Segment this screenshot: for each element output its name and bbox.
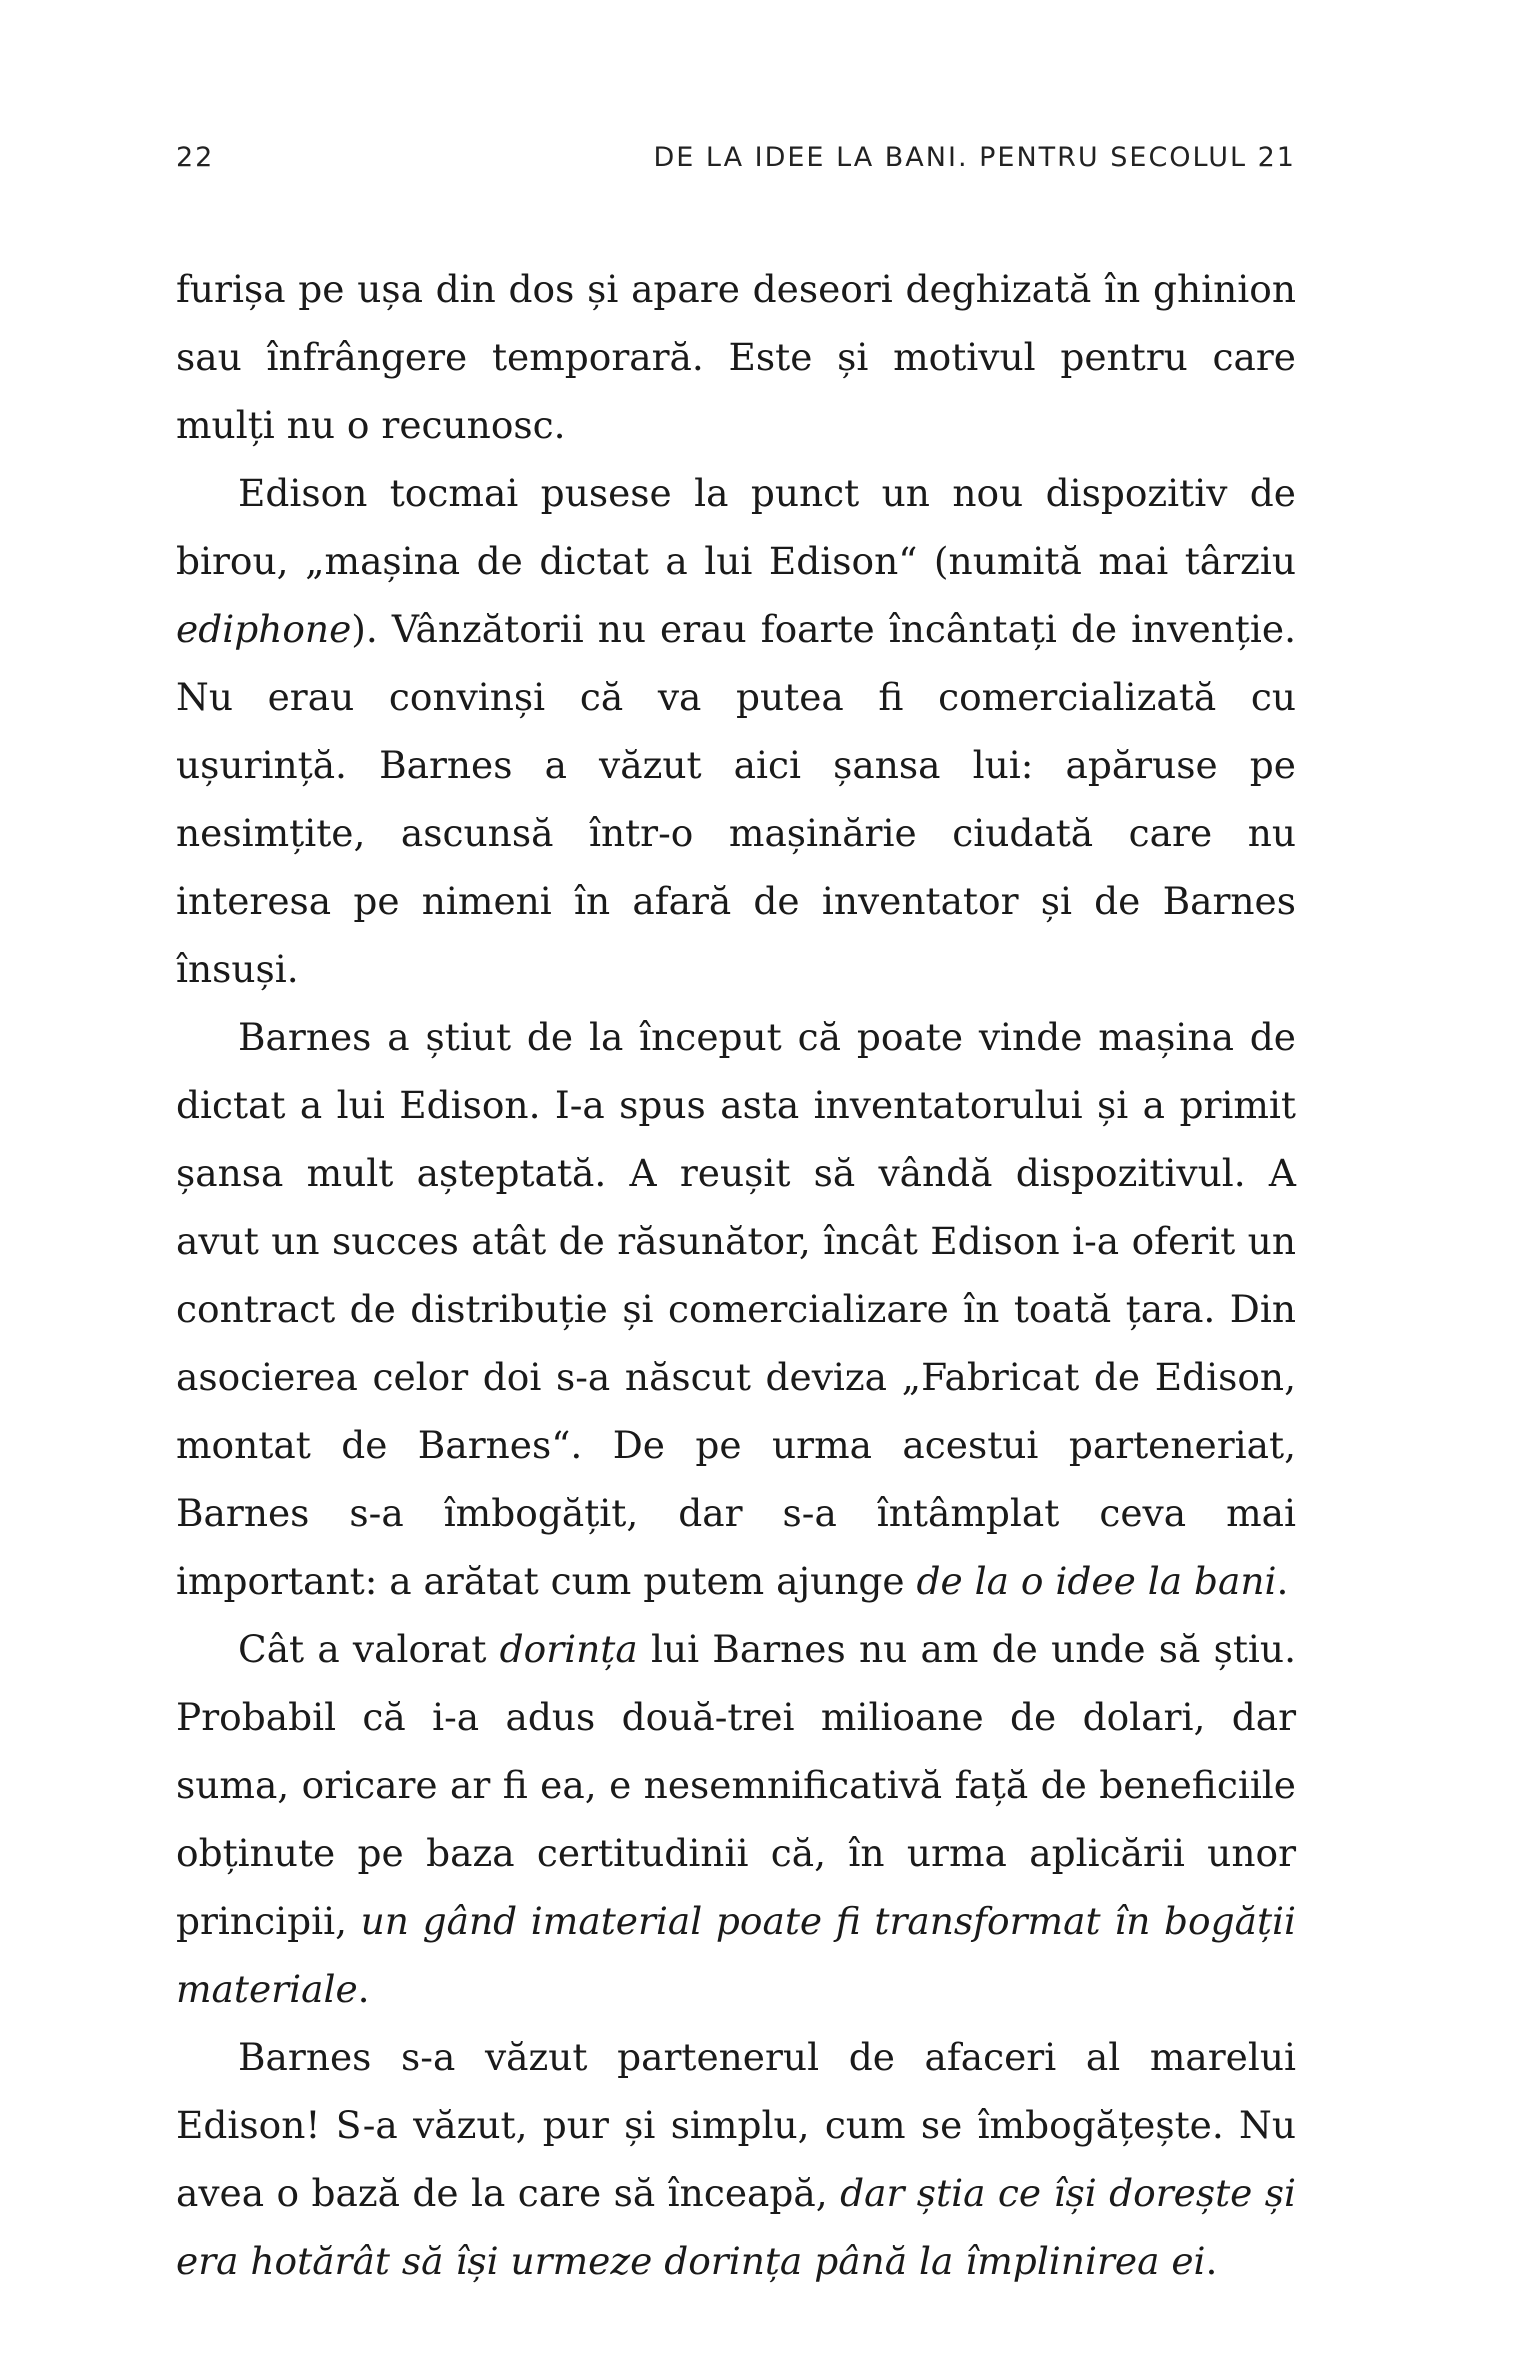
text-run: Edison tocmai pusese la punct un nou dispozitiv de birou, „mașina de dictat a lui Edison“ (numită mai târziu bbox=[176, 471, 1296, 583]
text-run: . bbox=[1276, 1559, 1289, 1603]
emphasis-text: dar știa ce își dorește și era hotărât să își urmeze dorința până la împlinirea ei bbox=[176, 2171, 1296, 2283]
text-run: Barnes s-a văzut partenerul de afaceri al marelui Edison! S-a văzut, pur și simplu, cum se îmbogățește. Nu avea o bază de la care să înceapă, bbox=[176, 2035, 1296, 2215]
text-run: . bbox=[1205, 2239, 1218, 2283]
running-head bbox=[176, 142, 1296, 182]
text-run: furișa pe ușa din dos și apare deseori deghizată în ghinion sau înfrângere temporară. Este și motivul pentru care mulți nu o recunosc. bbox=[176, 267, 1296, 447]
paragraph-5 bbox=[176, 2023, 1296, 2295]
text-run: Cât a valorat bbox=[238, 1627, 500, 1671]
paragraph-1 bbox=[176, 255, 1296, 459]
text-run: Barnes a știut de la început că poate vinde mașina de dictat a lui Edison. I-a spus asta inventatorului și a primit șansa mult așteptată. A reușit să vândă dispozitivul. A avut un succes atât de răsunător, încât Edison i-a oferit un contract de distribuție și comercializare în toată țara. Din asocierea celor doi s-a născut deviza „Fabricat de Edison, montat de Barnes“. De pe urma acestui parteneriat, Barnes s-a îmbogățit, dar s-a întâmplat ceva mai important: a arătat cum putem ajunge bbox=[176, 1015, 1296, 1603]
emphasis-text: de la o idee la bani bbox=[916, 1559, 1277, 1603]
emphasis-text: ediphone bbox=[176, 607, 352, 651]
page-number: 22 bbox=[176, 142, 215, 173]
text-run: lui Barnes nu am de unde să știu. Probabil că i-a adus două-trei milioane de dolari, dar suma, oricare ar fi ea, e nesemnificativă față de beneficiile obținute pe baza certitudinii că, în urma aplicării unor principii, bbox=[176, 1627, 1297, 1943]
emphasis-text: un gând imaterial poate fi transformat în bogății materiale bbox=[176, 1899, 1297, 2011]
book-title: DE LA IDEE LA BANI. PENTRU SECOLUL 21 bbox=[653, 142, 1296, 173]
text-run: . bbox=[357, 1967, 370, 2011]
emphasis-text: dorința bbox=[499, 1627, 638, 1671]
body-text bbox=[176, 255, 1296, 2295]
text-run: ). Vânzătorii nu erau foarte încântați de invenție. Nu erau convinși că va putea fi comercializată cu ușurință. Barnes a văzut aici șansa lui: apăruse pe nesimțite, ascunsă într-o mașinărie ciudată care nu interesa pe nimeni în afară de inventator și de Barnes însuși. bbox=[176, 607, 1296, 991]
paragraph-3 bbox=[176, 1003, 1296, 1615]
paragraph-4 bbox=[176, 1615, 1296, 2023]
paragraph-2 bbox=[176, 459, 1296, 1003]
